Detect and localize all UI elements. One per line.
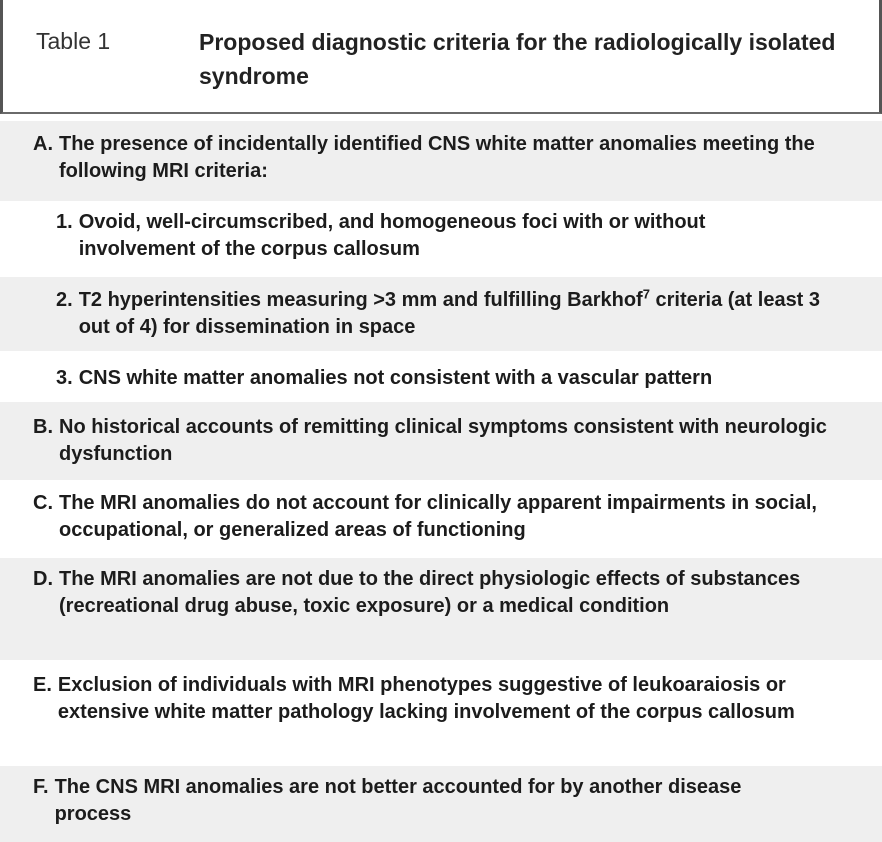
criterion-a-row	[0, 121, 882, 201]
criterion-f-marker: F.	[33, 776, 49, 798]
criterion-c-row	[0, 480, 882, 558]
criterion-f-row	[0, 766, 882, 842]
criterion-d-row	[0, 558, 882, 660]
criterion-b-row	[0, 402, 882, 480]
criterion-a-text: The presence of incidentally identified CNS white matter anomalies meeting the following MRI criteria:	[59, 133, 815, 182]
criterion-a2-marker: 2.	[56, 289, 73, 311]
criterion-e-text: Exclusion of individuals with MRI phenotypes suggestive of leukoaraiosis or extensive white matter pathology lacking involvement of the corpus callosum	[57, 674, 795, 723]
table-label: Table 1	[36, 28, 111, 54]
criterion-a1-marker: 1.	[56, 211, 73, 233]
criterion-b-marker: B.	[33, 416, 53, 438]
criterion-a1-text: Ovoid, well-circumscribed, and homogeneous foci with or without involvement of the corpus callosum	[78, 211, 706, 260]
criterion-a2-text-after: criteria (at least 3 out of 4) for dissemination in space	[78, 289, 821, 338]
criterion-c-marker: C.	[33, 492, 53, 514]
criterion-a3-text: CNS white matter anomalies not consistent with a vascular pattern	[78, 367, 713, 389]
criterion-a3-marker: 3.	[56, 367, 73, 389]
criterion-e-marker: E.	[33, 674, 52, 696]
criterion-d-text: The MRI anomalies are not due to the direct physiologic effects of substances (recreational drug abuse, toxic exposure) or a medical condition	[59, 568, 801, 617]
barkhof-reference: 7	[642, 286, 650, 302]
criterion-a2-row	[0, 277, 882, 351]
criterion-a1-row	[0, 201, 882, 277]
criterion-f-text: The CNS MRI anomalies are not better accounted for by another disease process	[54, 776, 742, 825]
criterion-a3-row	[0, 351, 882, 402]
table-header	[0, 0, 882, 114]
criterion-a-marker: A.	[33, 133, 53, 155]
criterion-c-text: The MRI anomalies do not account for clinically apparent impairments in social, occupational, or generalized areas of functioning	[59, 492, 817, 541]
criterion-a2-text	[73, 287, 856, 341]
table-title: Proposed diagnostic criteria for the radiologically isolated syndrome	[199, 29, 836, 89]
criterion-e-row	[0, 660, 882, 766]
criterion-d-marker: D.	[33, 568, 53, 590]
criterion-b-text: No historical accounts of remitting clinical symptoms consistent with neurologic dysfunction	[59, 416, 827, 465]
criterion-a2-text-before: T2 hyperintensities measuring >3 mm and fulfilling Barkhof	[78, 289, 643, 311]
